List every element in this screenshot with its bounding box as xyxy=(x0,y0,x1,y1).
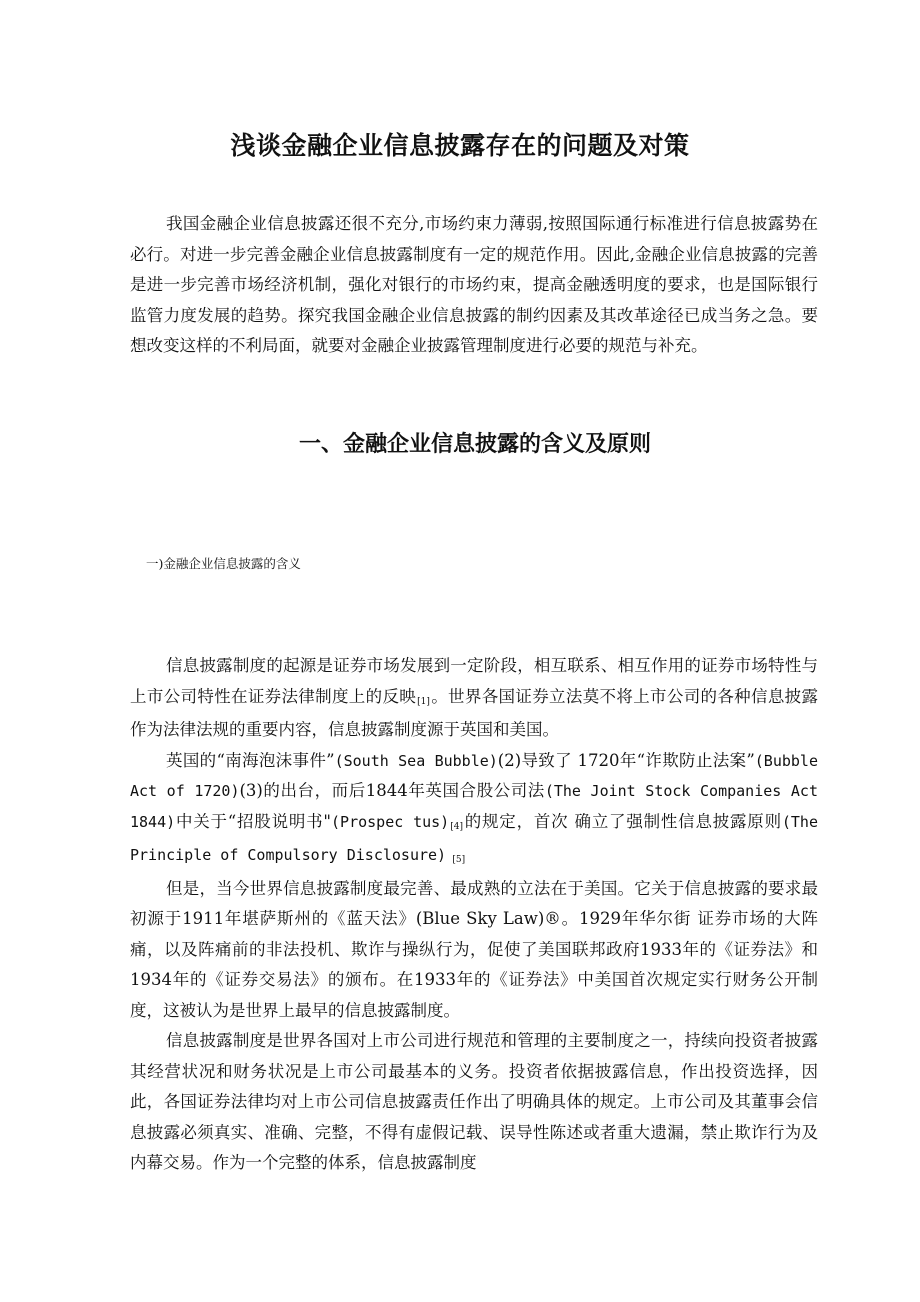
p2-text-e: 的规定，首次 确立了强制性信息披露原则 xyxy=(463,811,782,831)
intro-paragraph: 我国金融企业信息披露还很不充分,市场约束力薄弱,按照国际通行标准进行信息披露势在必行。对进一步完善金融企业信息披露制度有一定的规范作用。因此,金融企业信息披露的完善是进一步完善市场经济机制，强化对银行的市场约束，提高金融透明度的要求，也是国际银行监管力度发展的趋势。探究我国金融企业信息披露的制约因素及其改革途径已成当务之急。要想改变这样的不利局面，就要对金融企业披露管理制度进行必要的规范与补充。 xyxy=(130,214,818,355)
p2-mono-b: (Bubble Act of 1720) xyxy=(130,751,818,800)
body-paragraph-1 xyxy=(130,651,818,746)
p1-text-a: 信息披露制度的起源是证券市场发展到一定阶段，相互联系、相互作用的证券市场特性与上市公司特性在证券法律制度上的反映 xyxy=(130,656,818,706)
p2-text-c: (3)的出台，而后1844年英国合股公司法 xyxy=(239,781,545,800)
footnote-ref-5: [5] xyxy=(452,855,466,865)
body-paragraph-2 xyxy=(130,746,818,874)
body-paragraph-4: 信息披露制度是世界各国对上市公司进行规范和管理的主要制度之一，持续向投资者披露其经营状况和财务状况是上市公司最基本的义务。投资者依据披露信息，作出投资选择，因此，各国证券法律均对上市公司信息披露责任作出了明确具体的规定。上市公司及其董事会信息披露必须真实、准确、完整，不得有虚假记载、误导性陈述或者重大遗漏，禁止欺诈行为及内幕交易。作为一个完整的体系，信息披露制度 xyxy=(130,1031,818,1172)
p2-text-d: 中关于“招股说明书" xyxy=(175,811,332,831)
footnote-ref-1: [1] xyxy=(417,696,430,707)
p2-text-b: (2)导致了 1720年“诈欺防止法案” xyxy=(497,750,755,770)
document-title: 浅谈金融企业信息披露存在的问题及对策 xyxy=(230,131,690,160)
p2-mono-d: (Prospec tus) xyxy=(331,812,450,831)
body-text xyxy=(130,651,818,1179)
footnote-ref-4: [4] xyxy=(450,821,463,832)
p2-mono-a: (South Sea Bubble) xyxy=(334,751,498,770)
p2-text-a: 英国的“南海泡沫事件” xyxy=(166,750,335,770)
p1-text-b: 。世界各国证券立法莫不将上市公司的各种信息披露作为法律法规的重要内容，信息披露制度源于英国和美国。 xyxy=(130,686,819,739)
subsection-heading-1: 一)金融企业信息披露的含义 xyxy=(146,556,301,571)
body-paragraph-3: 但是，当今世界信息披露制度最完善、最成熟的立法在于美国。它关于信息披露的要求最初源于1911年堪萨斯州的《蓝天法》(Blue Sky Law)®。1929年华尔街 证券市场的大阵痛，以及阵痛前的非法投机、欺诈与操纵行为，促使了美国联邦政府1933年的《证券法》和1934年的《证券交易法》的颁布。在1933年的《证券法》中美国首次规定实行财务公开制度，这被认为是世界上最早的信息披露制度。 xyxy=(130,878,818,1020)
p2-mono-e: (The Principle of Compulsory Disclosure) xyxy=(130,812,818,864)
section-heading-1: 一、金融企业信息披露的含义及原则 xyxy=(298,432,651,457)
p2-mono-c: (The Joint Stock Companies Act 1844) xyxy=(130,782,818,831)
